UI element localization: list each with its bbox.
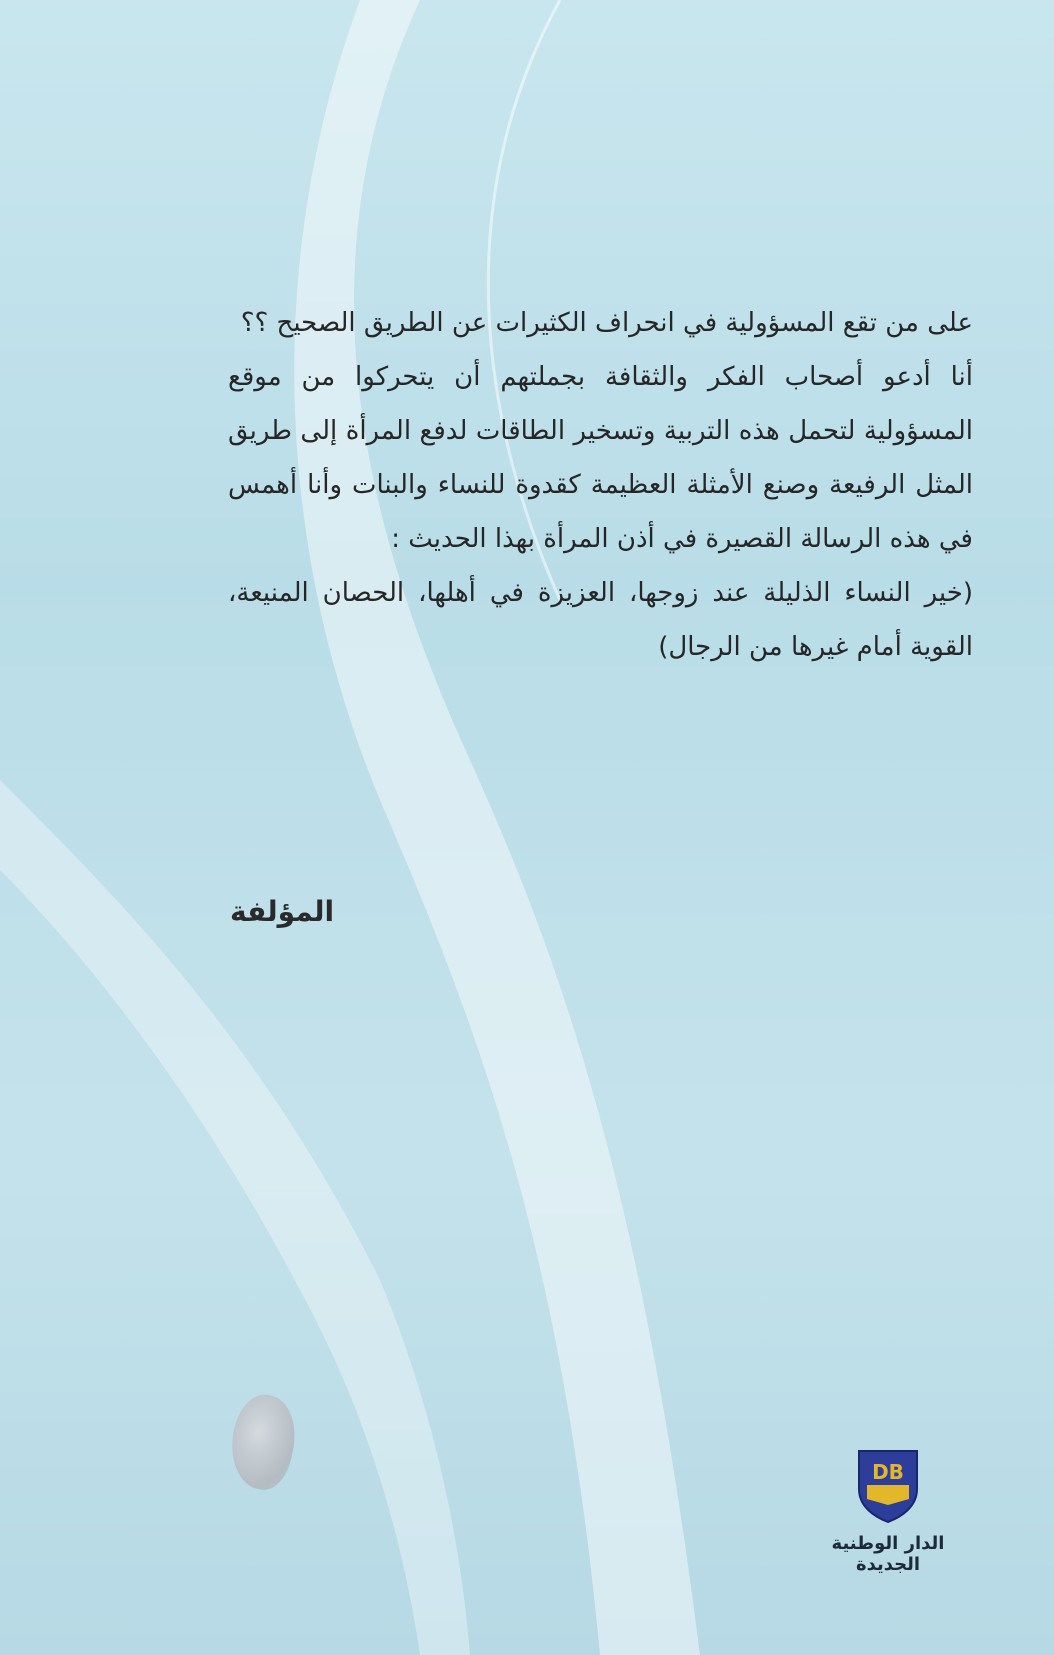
shield-icon (853, 1445, 923, 1523)
publisher-logo (808, 1445, 968, 1575)
logo-letters: DB (872, 1460, 904, 1484)
body-text (228, 296, 973, 674)
paragraph-hadith: (خير النساء الذليلة عند زوجها، العزيزة في أهلها، الحصان المنيعة، القوية أمام غيرها من الرجال) (228, 578, 973, 662)
author-signature: المؤلفة (230, 895, 335, 928)
paragraph-question: على من تقع المسؤولية في انحراف الكثيرات عن الطريق الصحيح ؟؟ (240, 308, 973, 338)
publisher-name: الدار الوطنية الجديدة (831, 1533, 945, 1575)
paragraph-call: أنا أدعو أصحاب الفكر والثقافة بجملتهم أن يتحركوا من موقع المسؤولية لتحمل هذه التربية وتسخير الطاقات لدفع المرأة إلى طريق المثل الرفيعة وصنع الأمثلة العظيمة كقدوة للنساء والبنات وأنا أهمس في هذه الرسالة القصيرة في أذن المرأة بهذا الحديث : (228, 362, 973, 554)
